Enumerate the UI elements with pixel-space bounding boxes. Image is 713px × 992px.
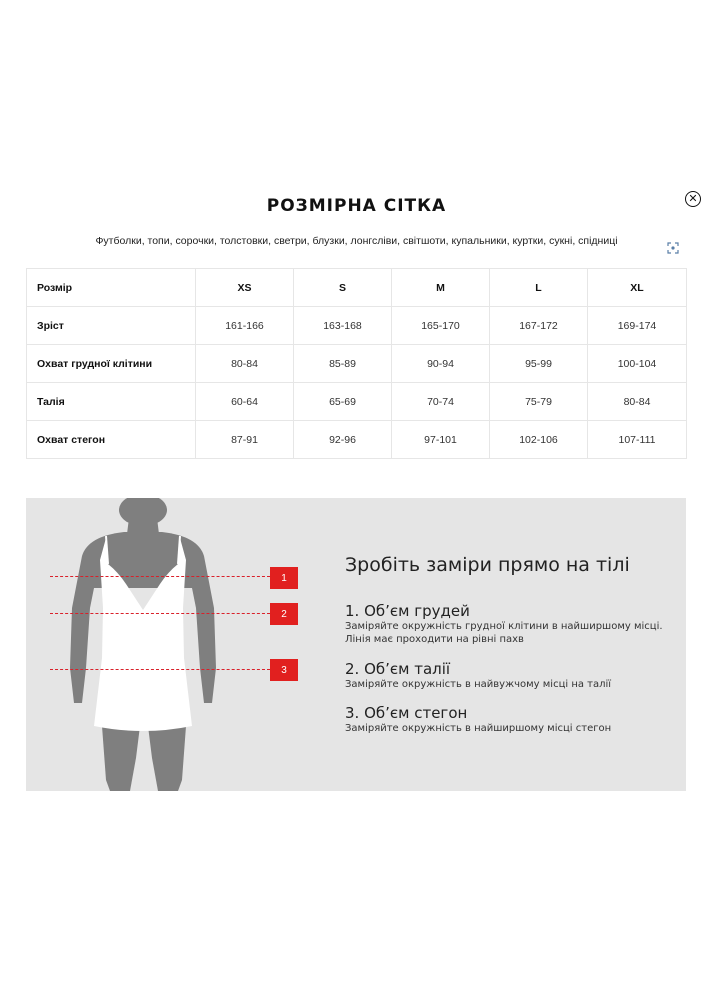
table-cell: 169-174 — [588, 307, 687, 345]
table-cell: 90-94 — [392, 345, 490, 383]
table-cell: 97-101 — [392, 421, 490, 459]
table-cell: 80-84 — [196, 345, 294, 383]
chest-measure-line — [50, 576, 270, 577]
table-row — [27, 383, 687, 421]
hip-measure-line — [50, 669, 270, 670]
chest-heading: 1. Об’єм грудей — [345, 602, 470, 620]
table-row — [27, 345, 687, 383]
header-cell: XS — [196, 269, 294, 307]
table-cell: 80-84 — [588, 383, 687, 421]
hips-heading: 3. Об’єм стегон — [345, 704, 468, 722]
page-title: РОЗМІРНА СІТКА — [266, 196, 447, 216]
header-cell: S — [294, 269, 392, 307]
chest-description-2: Лінія має проходити на рівні пахв — [345, 634, 524, 645]
hip-marker: 3 — [270, 659, 298, 681]
table-cell: 95-99 — [490, 345, 588, 383]
guide-title: Зробіть заміри прямо на тілі — [345, 554, 630, 576]
expand-icon[interactable] — [667, 242, 679, 254]
table-cell: 107-111 — [588, 421, 687, 459]
table-cell: 60-64 — [196, 383, 294, 421]
row-label: Охват грудної клітини — [27, 345, 196, 383]
table-cell: 161-166 — [196, 307, 294, 345]
table-row — [27, 307, 687, 345]
header-cell: XL — [588, 269, 687, 307]
measurement-guide — [26, 498, 686, 791]
waist-description: Заміряйте окружність в найвужчому місці на талії — [345, 679, 612, 690]
row-label: Зріст — [27, 307, 196, 345]
waist-measure-line — [50, 613, 270, 614]
waist-marker: 2 — [270, 603, 298, 625]
table-cell: 165-170 — [392, 307, 490, 345]
body-figure-illustration — [26, 498, 326, 791]
header-size-label: Розмір — [27, 269, 196, 307]
table-cell: 70-74 — [392, 383, 490, 421]
size-table — [26, 268, 687, 459]
close-icon: ✕ — [688, 192, 698, 205]
chest-description-1: Заміряйте окружність грудної клітини в найширшому місці. — [345, 621, 663, 632]
table-cell: 92-96 — [294, 421, 392, 459]
table-cell: 85-89 — [294, 345, 392, 383]
table-header-row — [27, 269, 687, 307]
table-cell: 102-106 — [490, 421, 588, 459]
table-cell: 75-79 — [490, 383, 588, 421]
table-cell: 65-69 — [294, 383, 392, 421]
table-cell: 87-91 — [196, 421, 294, 459]
header-cell: L — [490, 269, 588, 307]
table-row — [27, 421, 687, 459]
row-label: Талія — [27, 383, 196, 421]
table-cell: 163-168 — [294, 307, 392, 345]
hips-description: Заміряйте окружність в найширшому місці стегон — [345, 723, 612, 734]
header-cell: M — [392, 269, 490, 307]
waist-heading: 2. Об’єм талії — [345, 660, 451, 678]
table-cell: 167-172 — [490, 307, 588, 345]
page-subtitle: Футболки, топи, сорочки, толстовки, светри, блузки, лонгсліви, світшоти, купальники, куртки, сукні, спідниці — [95, 235, 618, 247]
row-label: Охват стегон — [27, 421, 196, 459]
table-cell: 100-104 — [588, 345, 687, 383]
chest-marker: 1 — [270, 567, 298, 589]
